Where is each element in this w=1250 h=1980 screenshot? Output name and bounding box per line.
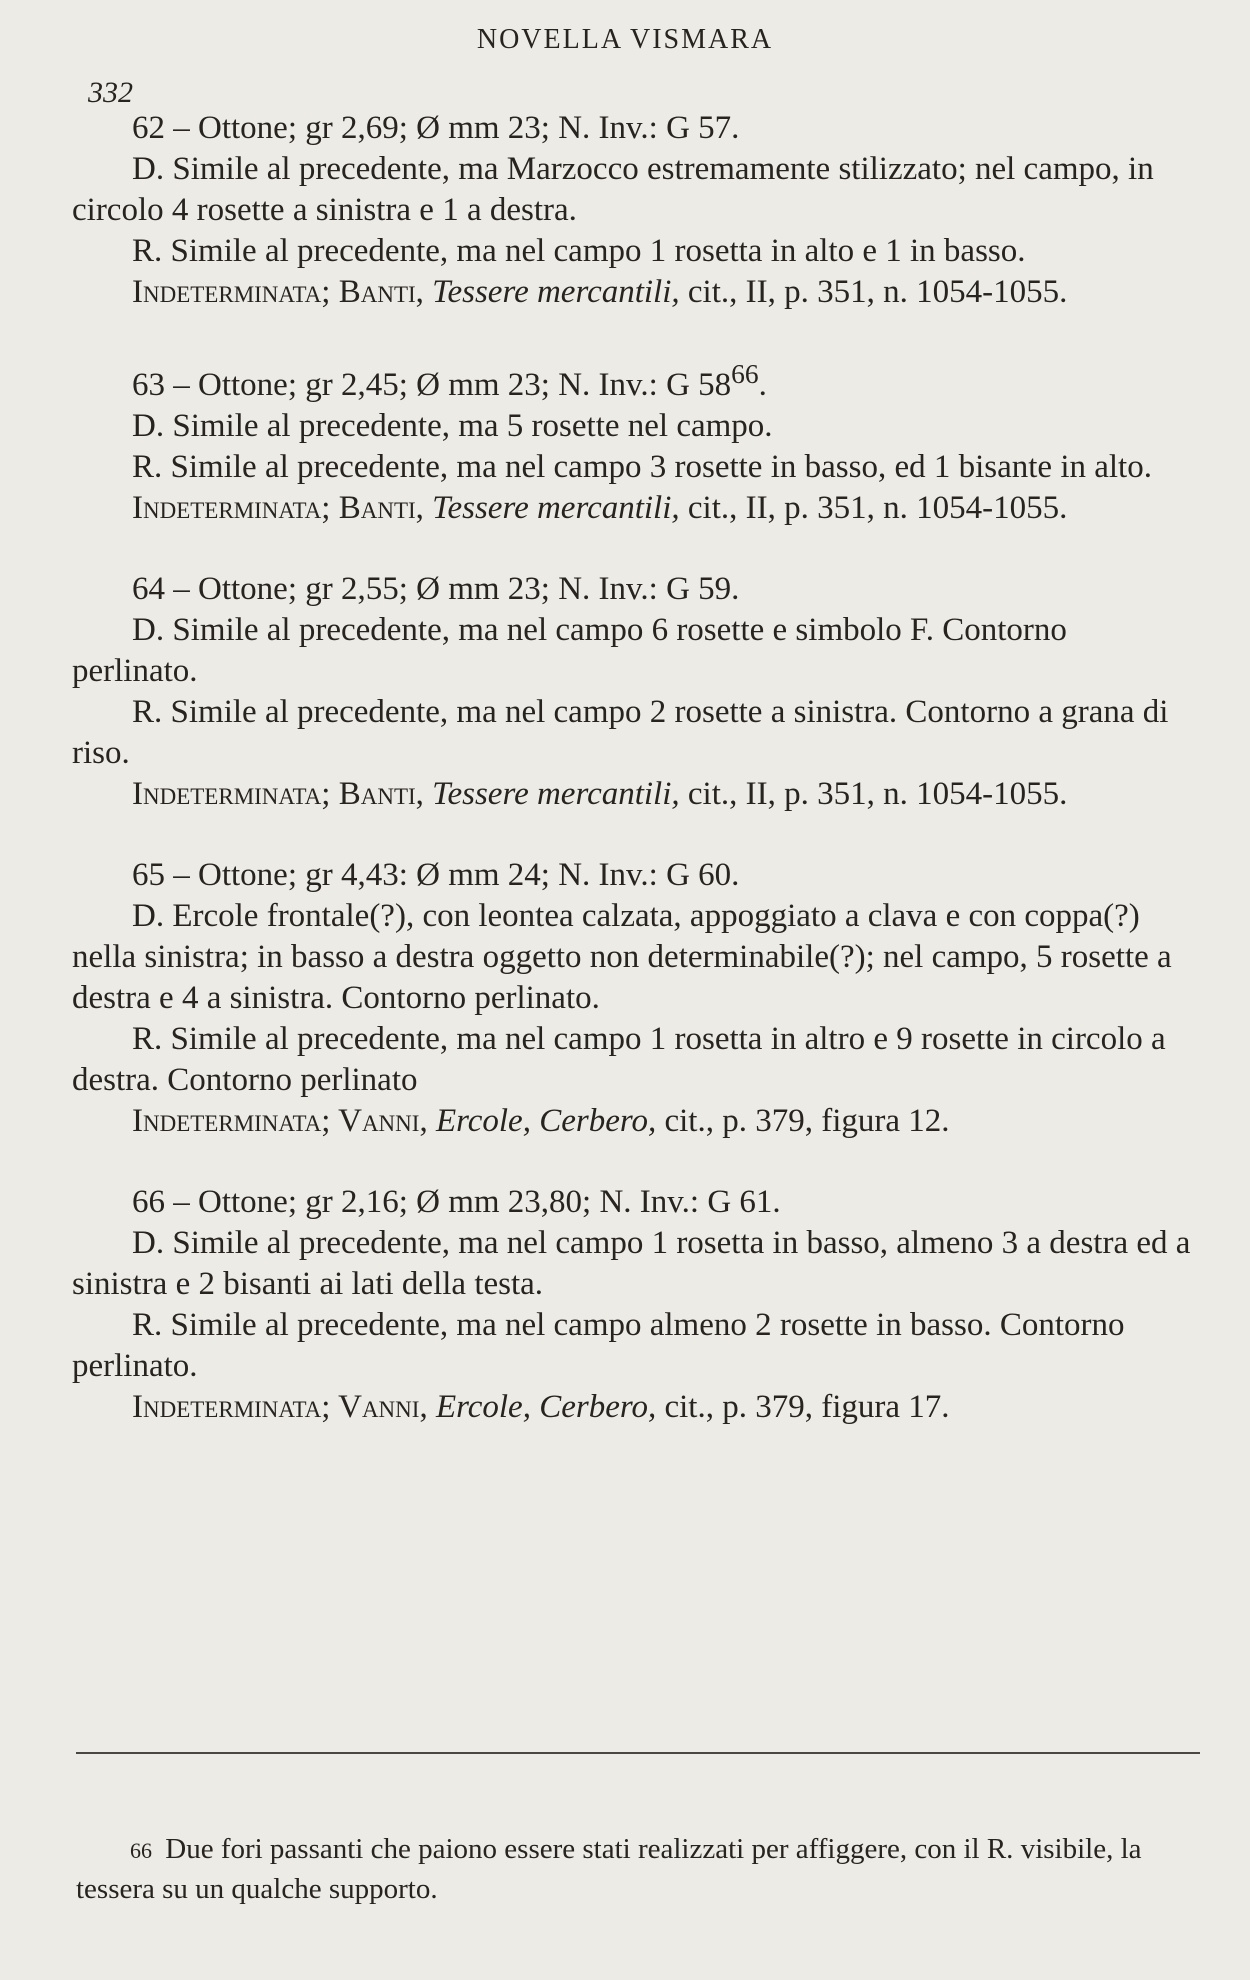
footnote-text-before: Due fori passanti che paiono essere stati realizzati per affiggere, con il <box>158 1833 987 1865</box>
catalog-entries <box>72 108 1194 1468</box>
citation: cit., II, p. 351, n. 1054-1055. <box>679 776 1068 812</box>
bibliography <box>72 1387 1194 1428</box>
reverse-text: Simile al precedente, ma nel campo 1 rosetta in altro e 9 rosette in circolo a destra. Contorno perlinato <box>72 1021 1166 1098</box>
reverse-label: R. <box>132 233 163 269</box>
footnote-number: 66 <box>130 1838 152 1863</box>
bibliography <box>72 488 1194 529</box>
footnote-reference[interactable]: 66 <box>731 358 759 389</box>
obverse-text: Simile al precedente, ma nel campo 6 rosette e simbolo F. Contorno perlinato. <box>72 612 1067 689</box>
attribution: Indeterminata; Vanni, <box>132 1389 428 1425</box>
work-title: Ercole, Cerbero, <box>427 1389 657 1425</box>
entry-heading-text: 65 – Ottone; gr 4,43: Ø mm 24; N. Inv.: G 60. <box>132 857 740 893</box>
catalog-entry-63 <box>72 353 1194 529</box>
obverse-description <box>72 406 1194 447</box>
reverse-description <box>72 1305 1194 1387</box>
reverse-label: R. <box>132 694 163 730</box>
obverse-label: D. <box>132 612 165 648</box>
footnote-divider <box>76 1752 1200 1754</box>
reverse-description <box>72 1019 1194 1101</box>
obverse-label: D. <box>132 898 165 934</box>
obverse-text: Simile al precedente, ma Marzocco estremamente stilizzato; nel campo, in circolo 4 rosette a sinistra e 1 a destra. <box>72 151 1154 228</box>
obverse-description <box>72 149 1194 231</box>
entry-heading-end: . <box>758 367 767 403</box>
catalog-entry-66 <box>72 1182 1194 1428</box>
entry-heading <box>72 569 1194 610</box>
reverse-text: Simile al precedente, ma nel campo 2 rosette a sinistra. Contorno a grana di riso. <box>72 694 1169 771</box>
attribution: Indeterminata; Banti, <box>132 274 424 310</box>
running-title: NOVELLA VISMARA <box>476 24 774 55</box>
citation: cit., p. 379, figura 17. <box>656 1389 950 1425</box>
entry-heading <box>72 855 1194 896</box>
entry-heading-text: 66 – Ottone; gr 2,16; Ø mm 23,80; N. Inv.: G 61. <box>132 1184 781 1220</box>
entry-heading <box>72 353 1194 406</box>
footnote-text-after: visibile, la tessera su un qualche supporto. <box>76 1833 1142 1905</box>
reverse-text: Simile al precedente, ma nel campo almeno 2 rosette in basso. Contorno perlinato. <box>72 1307 1125 1384</box>
citation: cit., p. 379, figura 12. <box>656 1103 950 1139</box>
page-number: 332 <box>88 76 133 109</box>
citation: cit., II, p. 351, n. 1054-1055. <box>679 490 1068 526</box>
obverse-description <box>72 610 1194 692</box>
attribution: Indeterminata; Banti, <box>132 776 424 812</box>
entry-heading-text: 64 – Ottone; gr 2,55; Ø mm 23; N. Inv.: G 59. <box>132 571 740 607</box>
bibliography <box>72 1101 1194 1142</box>
catalog-entry-62 <box>72 108 1194 313</box>
attribution: Indeterminata; Banti, <box>132 490 424 526</box>
catalog-entry-65 <box>72 855 1194 1142</box>
obverse-text: Simile al precedente, ma 5 rosette nel campo. <box>164 408 773 444</box>
citation: cit., II, p. 351, n. 1054-1055. <box>679 274 1068 310</box>
obverse-label: D. <box>132 151 165 187</box>
obverse-description <box>72 1223 1194 1305</box>
work-title: Tessere mercantili, <box>423 274 680 310</box>
obverse-label: D. <box>132 408 165 444</box>
obverse-description <box>72 896 1194 1019</box>
work-title: Tessere mercantili, <box>423 490 680 526</box>
reverse-text: Simile al precedente, ma nel campo 3 rosette in basso, ed 1 bisante in alto. <box>162 449 1152 485</box>
entry-heading <box>72 108 1194 149</box>
obverse-text: Simile al precedente, ma nel campo 1 rosetta in basso, almeno 3 a destra ed a sinistra e 2 bisanti ai lati della testa. <box>72 1225 1191 1302</box>
reverse-description <box>72 231 1194 272</box>
obverse-label: D. <box>132 1225 165 1261</box>
reverse-description <box>72 447 1194 488</box>
obverse-text: Ercole frontale(?), con leontea calzata, appoggiato a clava e con coppa(?) nella sinistra; in basso a destra oggetto non determinabile(?); nel campo, 5 rosette a destra e 4 a sinistra. Contorno perlinato. <box>72 898 1172 1016</box>
reverse-text: Simile al precedente, ma nel campo 1 rosetta in alto e 1 in basso. <box>162 233 1026 269</box>
bibliography <box>72 774 1194 815</box>
footnote <box>76 1830 1194 1908</box>
bibliography <box>72 272 1194 313</box>
entry-heading <box>72 1182 1194 1223</box>
footnote-label: R. <box>986 1833 1014 1865</box>
reverse-label: R. <box>132 449 163 485</box>
catalog-entry-64 <box>72 569 1194 815</box>
work-title: Tessere mercantili, <box>423 776 680 812</box>
entry-heading-text: 62 – Ottone; gr 2,69; Ø mm 23; N. Inv.: G 57. <box>132 110 740 146</box>
reverse-label: R. <box>132 1307 163 1343</box>
reverse-description <box>72 692 1194 774</box>
attribution: Indeterminata; Vanni, <box>132 1103 428 1139</box>
reverse-label: R. <box>132 1021 163 1057</box>
work-title: Ercole, Cerbero, <box>427 1103 657 1139</box>
entry-heading-text: 63 – Ottone; gr 2,45; Ø mm 23; N. Inv.: G 58 <box>132 367 732 403</box>
